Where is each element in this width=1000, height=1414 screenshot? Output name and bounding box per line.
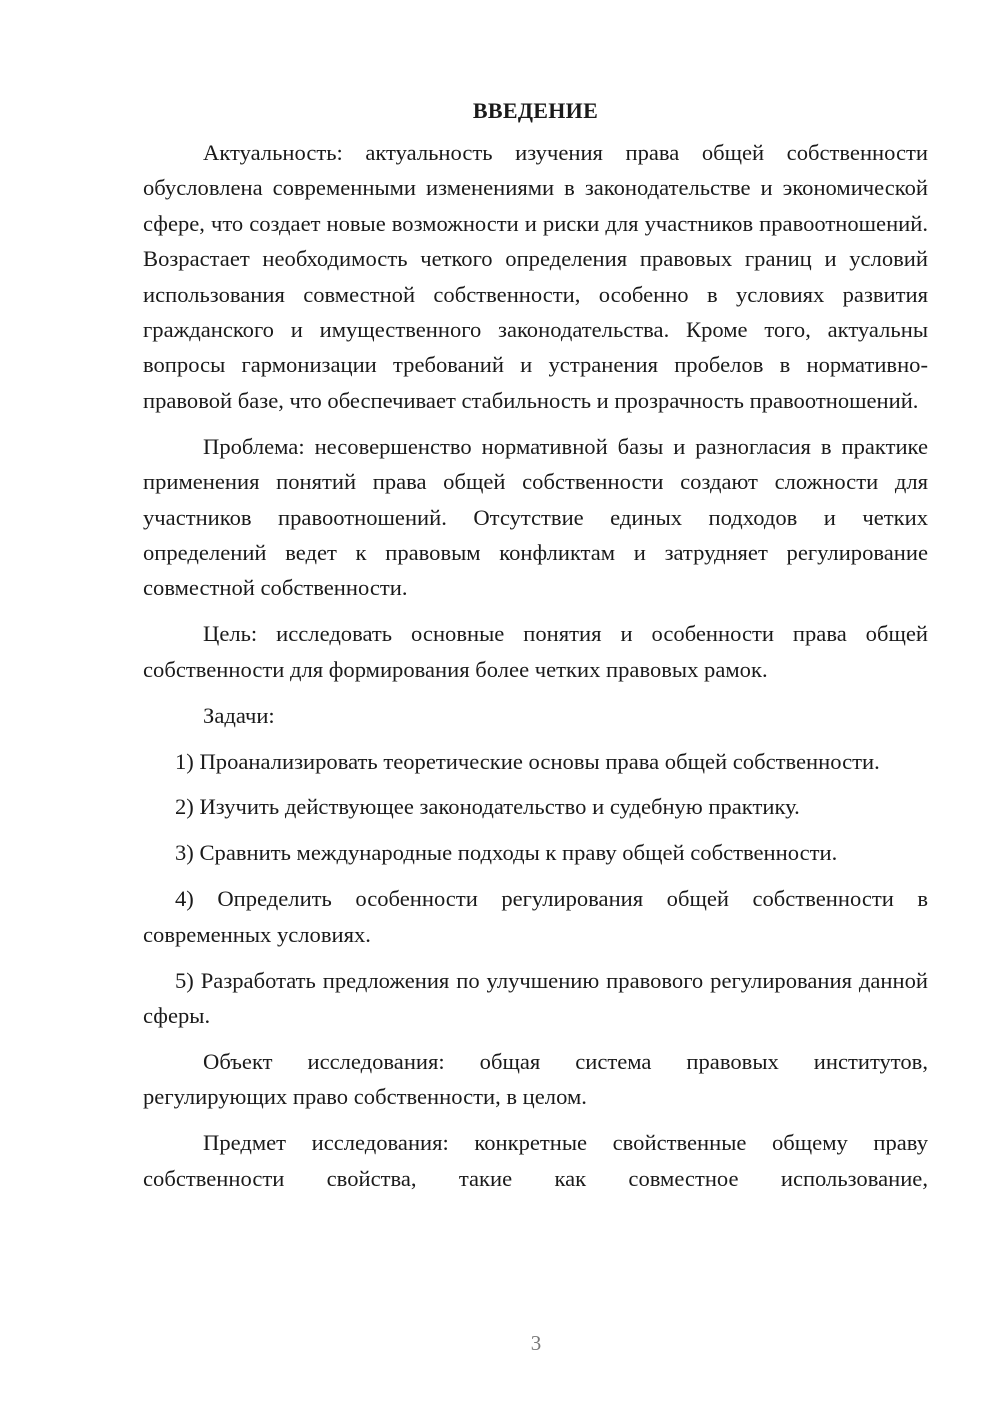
section-title: ВВЕДЕНИЕ	[472, 98, 599, 123]
task-item-4: 4) Определить особенности регулирования общей собственности в современных условиях.	[143, 886, 928, 947]
paragraph-relevance: Актуальность: актуальность изучения права общей собственности обусловлена современными изменениями в законодательстве и экономической сфере, что создает новые возможности и риски для участников правоотношений. Возрастает необходимость четкого определения правовых границ и условий использования совместной собственности, особенно в условиях развития гражданского и имущественного законодательства. Кроме того, актуальны вопросы гармонизации требований и устранения пробелов в нормативно-правовой базе, что обеспечивает стабильность и прозрачность правоотношений.	[143, 140, 928, 413]
task-item-3: 3) Сравнить международные подходы к праву общей собственности.	[175, 840, 838, 866]
task-item-1: 1) Проанализировать теоретические основы права общей собственности.	[175, 748, 880, 774]
page-number: 3	[530, 1331, 542, 1355]
task-item-5: 5) Разработать предложения по улучшению правового регулирования данной сферы.	[143, 967, 928, 1028]
paragraph-subject: Предмет исследования: конкретные свойственные общему праву собственности свойства, такие как совместное использование,	[143, 1130, 928, 1191]
document-body	[143, 93, 928, 1206]
paragraph-tasks-heading: Задачи:	[203, 702, 275, 728]
paragraph-problem: Проблема: несовершенство нормативной базы и разногласия в практике применения понятий права общей собственности создают сложности для участников правоотношений. Отсутствие единых подходов и четких определений ведет к правовым конфликтам и затрудняет регулирование совместной собственности.	[143, 433, 928, 601]
paragraph-goal: Цель: исследовать основные понятия и особенности права общей собственности для формирования более четких правовых рамок.	[143, 621, 928, 682]
paragraph-object: Объект исследования: общая система правовых институтов, регулирующих право собственности, в целом.	[143, 1048, 928, 1110]
task-item-2: 2) Изучить действующее законодательство и судебную практику.	[175, 794, 800, 820]
